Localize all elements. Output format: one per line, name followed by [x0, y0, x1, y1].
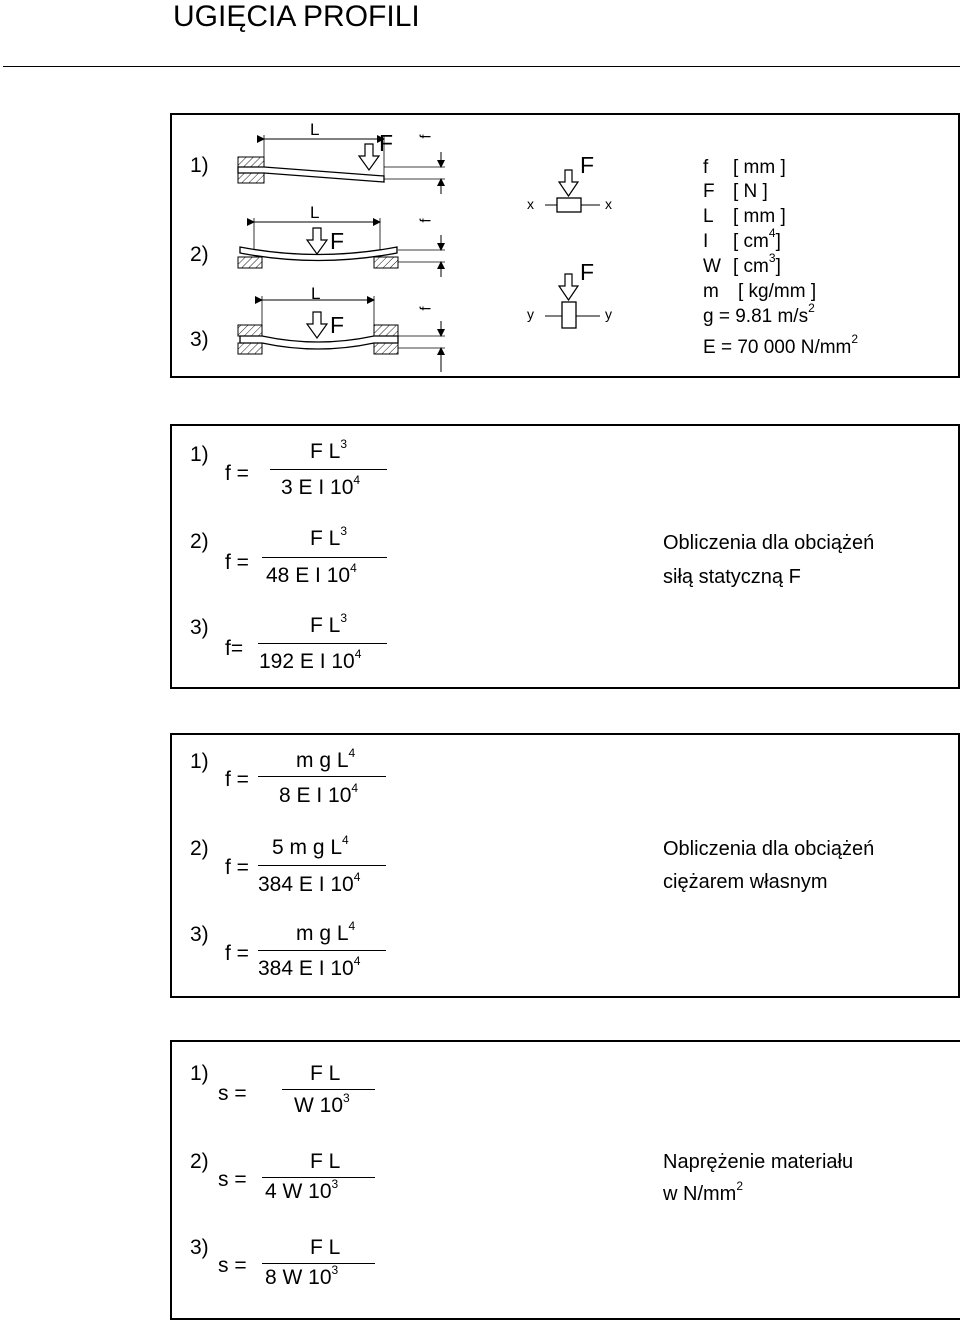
length-label: L: [311, 284, 321, 303]
case-number: 1): [190, 750, 209, 773]
fraction-bar: [262, 557, 387, 558]
formula-numerator: F L: [310, 1150, 341, 1173]
case-number: 3): [190, 328, 209, 351]
formula-lhs: f =: [225, 551, 249, 574]
gravity-constant: g = 9.81 $m/s^2$: [703, 301, 815, 327]
formula-denominator: 192 E I $10^4$: [259, 647, 362, 673]
case-number: 2): [190, 1150, 209, 1173]
unit-row: I [ $cm^4$]: [703, 226, 781, 252]
formula-lhs: f=: [225, 637, 244, 660]
formula-denominator: 384 E I $10^4$: [258, 870, 361, 896]
unit-row: m [ kg/mm ]: [703, 281, 817, 302]
case-number: 2): [190, 837, 209, 860]
deflection-label: f: [417, 218, 435, 223]
stress-note-line1: Naprężenie materiału: [663, 1151, 854, 1173]
formula-lhs: s =: [218, 1168, 247, 1191]
case-number: 2): [190, 243, 209, 266]
fraction-bar: [258, 776, 386, 777]
formula-denominator: 48 E I $10^4$: [266, 561, 357, 587]
unit-row: W [ $cm^3$]: [703, 251, 781, 277]
formula-denominator: 3 E I $10^4$: [281, 473, 361, 499]
fraction-bar: [282, 1089, 375, 1090]
fraction-bar: [270, 469, 387, 470]
formula-denominator: 384 E I $10^4$: [258, 954, 361, 980]
force-label: F: [379, 130, 394, 156]
weight-note-line1: Obliczenia dla obciążeń: [663, 838, 875, 860]
formula-numerator: F $L^3$: [310, 611, 348, 637]
section-force-label: F: [580, 259, 595, 285]
unit-row: L [ mm ]: [703, 206, 786, 227]
formula-denominator: 8 W $10^3$: [265, 1263, 339, 1289]
axis-y-label: y: [527, 306, 534, 322]
static-note-line2: siłą statyczną F: [663, 566, 801, 588]
fraction-bar: [262, 1263, 375, 1264]
fraction-bar: [258, 865, 386, 866]
formula-numerator: F $L^3$: [310, 437, 348, 463]
formula-lhs: s =: [218, 1254, 247, 1277]
unit-row: F [ N ]: [703, 181, 768, 202]
formula-lhs: f =: [225, 768, 249, 791]
case-number: 3): [190, 923, 209, 946]
formula-denominator: W $10^3$: [294, 1091, 350, 1117]
axis-x-label: x: [605, 196, 612, 212]
formula-denominator: 4 W $10^3$: [265, 1177, 339, 1203]
fraction-bar: [258, 643, 387, 644]
formula-numerator: F L: [310, 1236, 341, 1259]
length-label: L: [310, 203, 320, 222]
section-force-label: F: [580, 152, 595, 178]
deflection-label: f: [417, 306, 435, 311]
unit-row: f [ mm ]: [703, 157, 786, 178]
formula-numerator: 5 m g $L^4$: [272, 833, 349, 859]
case-number: 2): [190, 530, 209, 553]
case-number: 1): [190, 443, 209, 466]
formula-numerator: F $L^3$: [310, 524, 348, 550]
cantilever-beam: [238, 135, 445, 194]
formula-numerator: F L: [310, 1062, 341, 1085]
case-number: 1): [190, 1062, 209, 1085]
force-label: F: [330, 228, 345, 254]
stress-note-line2: w $N/mm^2$: [663, 1179, 744, 1205]
weight-note-line2: ciężarem własnym: [663, 871, 828, 893]
formula-lhs: f =: [225, 462, 249, 485]
formula-lhs: s =: [218, 1082, 247, 1105]
formula-lhs: f =: [225, 856, 249, 879]
fraction-bar: [262, 1177, 375, 1178]
formula-numerator: m g $L^4$: [296, 746, 356, 772]
fraction-bar: [258, 950, 386, 951]
case-number: 3): [190, 1236, 209, 1259]
deflection-label: f: [417, 134, 435, 139]
formula-denominator: 8 E I $10^4$: [279, 781, 359, 807]
axis-y-label: y: [605, 306, 612, 322]
formula-numerator: m g $L^4$: [296, 919, 356, 945]
force-label: F: [330, 312, 345, 338]
case-number: 3): [190, 616, 209, 639]
static-note-line1: Obliczenia dla obciążeń: [663, 532, 875, 554]
page-title: UGIĘCIA PROFILI: [173, 0, 420, 33]
length-label: L: [310, 120, 320, 139]
formula-lhs: f =: [225, 942, 249, 965]
axis-x-label: x: [527, 196, 534, 212]
case-number: 1): [190, 154, 209, 177]
elastic-modulus: E = 70 000 $N/mm^2$: [703, 332, 859, 358]
